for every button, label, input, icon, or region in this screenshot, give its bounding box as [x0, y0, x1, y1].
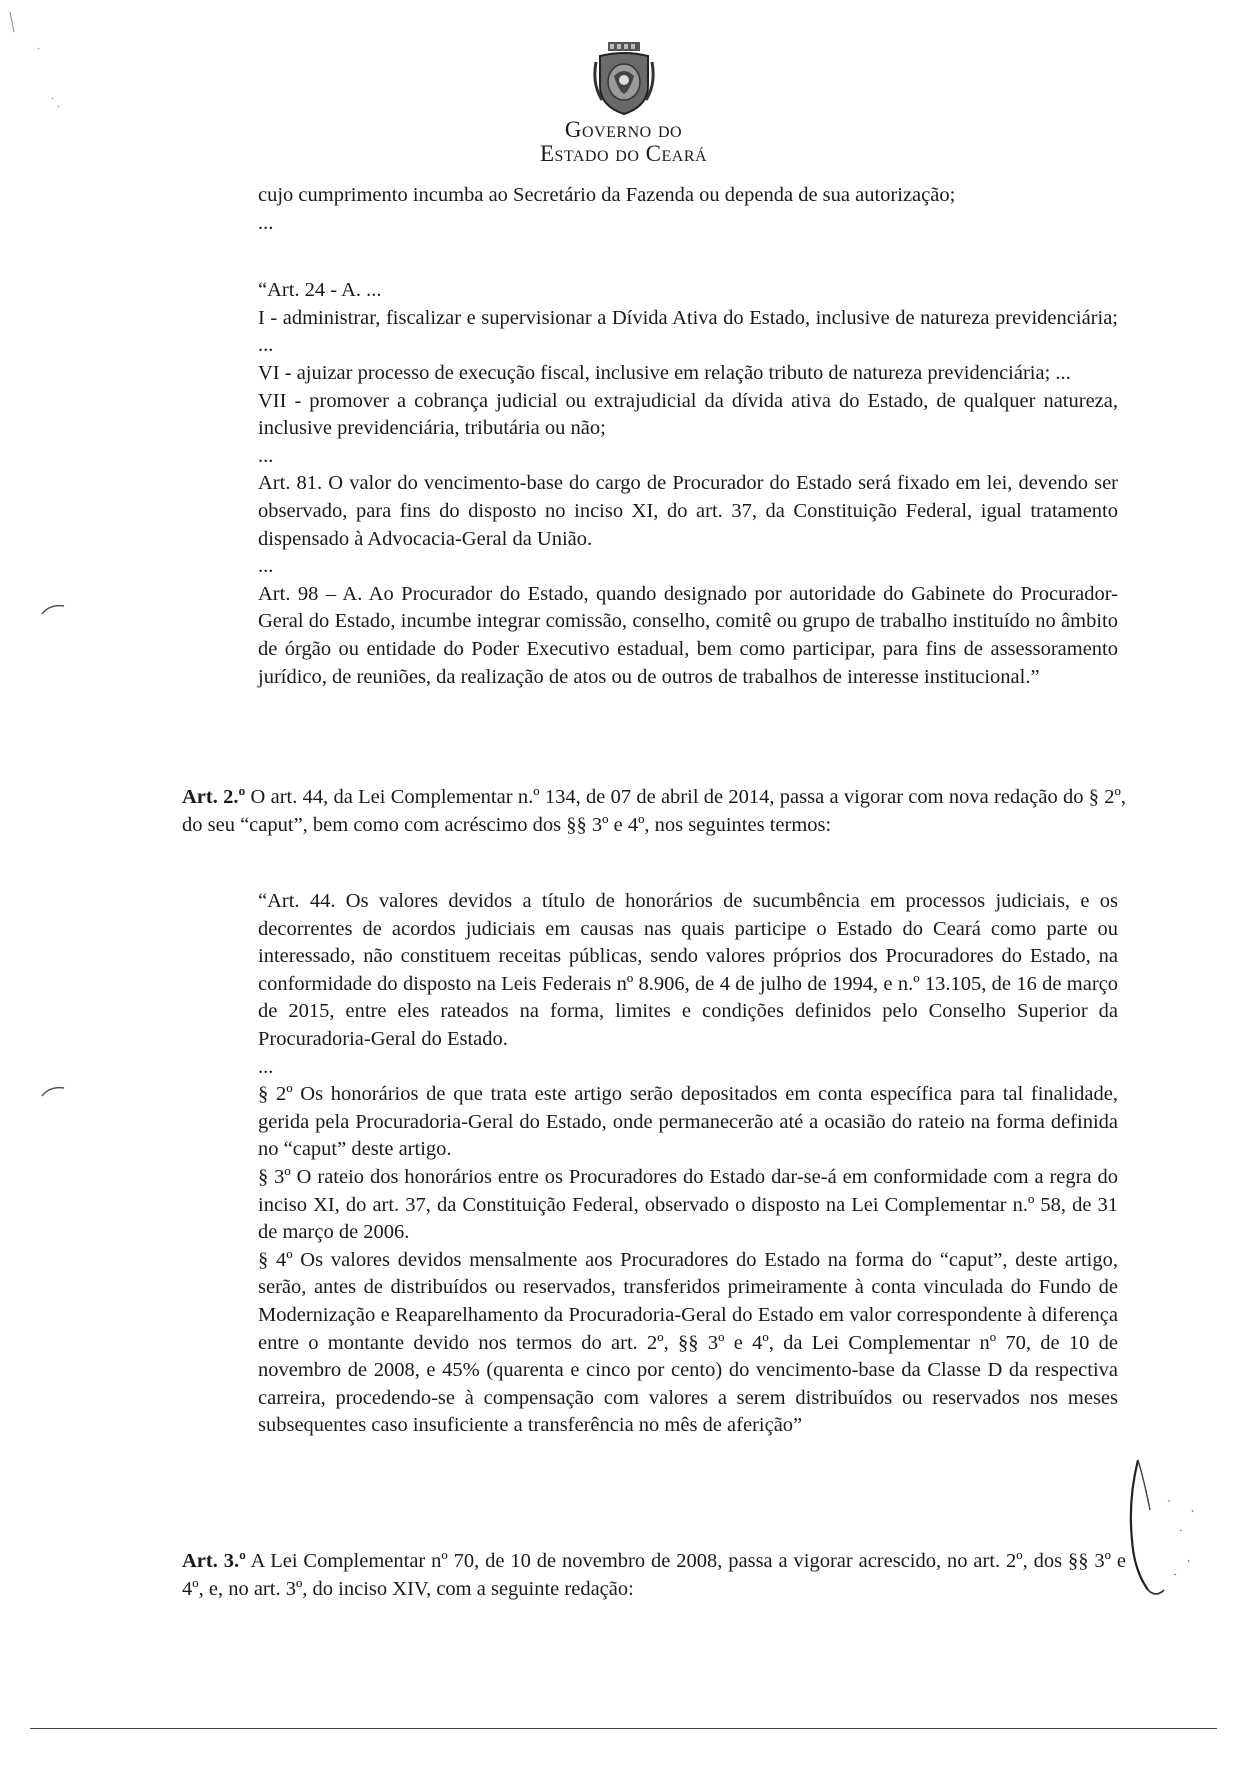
article-2 [182, 784, 1126, 839]
paragraph: VII - promover a cobrança judicial ou extrajudicial da dívida ativa do Estado, de qualquer natureza, inclusive previdenciária, tributária ou não; [258, 389, 1118, 440]
article-heading: Art. 3.º [182, 1550, 246, 1572]
margin-tick-icon [40, 1082, 70, 1102]
corner-scribble-icon [2, 2, 72, 112]
article-text: O art. 44, da Lei Complementar n.º 134, de 07 de abril de 2014, passa a vigorar com nova redação do § 2º, do seu “caput”, bem como com acréscimo dos §§ 3º e 4º, nos seguintes termos: [182, 786, 1126, 836]
paragraph: § 2º Os honorários de que trata este artigo serão depositados em conta específica para tal finalidade, gerida pela Procuradoria-Geral do Estado, onde permanecerão até a ocasião do rateio na forma definida no “caput” deste artigo. [258, 1083, 1118, 1161]
paragraph: cujo cumprimento incumba ao Secretário da Fazenda ou dependa de sua autorização; [258, 184, 956, 206]
coat-of-arms-icon [592, 40, 656, 118]
letterhead [0, 40, 1247, 166]
paragraph: § 3º O rateio dos honorários entre os Procuradores do Estado dar-se-á em conformidade com a regra do inciso XI, do art. 37, da Constituição Federal, observado o disposto na Lei Complementar n.º 58, de 31 de março de 2006. [258, 1165, 1118, 1244]
ellipsis: ... [258, 1055, 274, 1078]
paragraph [182, 1548, 1126, 1603]
paragraph: § 4º Os valores devidos mensalmente aos Procuradores do Estado na forma do “caput”, deste artigo, serão, antes de distribuídos ou reservados, transferidos primeiramente à conta vinculada do Fundo de Modernização e Reaparelhamento da Procuradoria-Geral do Estado em valor correspondente à diferença entre o montante devido nos termos do art. 2º, §§ 3º e 4º, da Lei Complementar nº 70, de 10 de novembro de 2008, e 45% (quarenta e cinco por cento) do vencimento-base da Classe D da respectiva carreira, procedendo-se à compensação com valores a serem distribuídos ou reservados nos meses subsequentes caso insuficiente a transferência no mês de aferição” [258, 1248, 1118, 1437]
ellipsis: ... [258, 555, 274, 578]
ellipsis: ... [258, 444, 274, 467]
article-3 [182, 1548, 1126, 1603]
amendment-block-1 [258, 182, 1118, 691]
header-line-1: Governo do [564, 117, 683, 142]
paragraph: “Art. 24 - A. ... [258, 279, 382, 302]
initials-signature-icon [1108, 1440, 1208, 1610]
ellipsis: ... [258, 211, 274, 234]
bottom-rule [30, 1728, 1217, 1729]
paragraph: I - administrar, fiscalizar e supervisionar a Dívida Ativa do Estado, inclusive de natureza previdenciária; ... [258, 306, 1118, 357]
paragraph: VI - ajuizar processo de execução fiscal, inclusive em relação tributo de natureza previdenciária; ... [258, 361, 1071, 384]
header-line-2: Estado do Ceará [539, 141, 708, 166]
margin-tick-icon [40, 600, 70, 620]
paragraph [182, 784, 1126, 839]
amendment-block-2 [258, 888, 1118, 1440]
paragraph: Art. 81. O valor do vencimento-base do cargo de Procurador do Estado será fixado em lei, devendo ser observado, para fins do disposto no inciso XI, do art. 37, da Constituição Federal, igual tratamento dispensado à Advocacia-Geral da União. [258, 472, 1118, 550]
article-text: A Lei Complementar nº 70, de 10 de novembro de 2008, passa a vigorar acrescido, no art. 2º, dos §§ 3º e 4º, e, no art. 3º, do inciso XIV, com a seguinte redação: [182, 1550, 1127, 1600]
paragraph: Art. 98 – A. Ao Procurador do Estado, quando designado por autoridade do Gabinete do Procurador-Geral do Estado, incumbe integrar comissão, conselho, comitê ou grupo de trabalho instituído no âmbito de órgão ou entidade do Poder Executivo estadual, bem como participar, para fins de assessoramento jurídico, de reuniões, da realização de atos ou de outros de trabalhos de interesse institucional.” [258, 582, 1118, 688]
paragraph: “Art. 44. Os valores devidos a título de honorários de sucumbência em processos judiciais, e os decorrentes de acordos judiciais em causas nas quais participe o Estado do Ceará como parte ou interessado, não constituem receitas públicas, sendo valores próprios dos Procuradores do Estado, na conformidade do disposto na Leis Federais nº 8.906, de 4 de julho de 1994, e n.º 13.105, de 16 de março de 2015, entre eles rateados na forma, limites e condições definidos pelo Conselho Superior da Procuradoria-Geral do Estado. [258, 890, 1118, 1050]
article-heading: Art. 2.º [182, 786, 246, 808]
